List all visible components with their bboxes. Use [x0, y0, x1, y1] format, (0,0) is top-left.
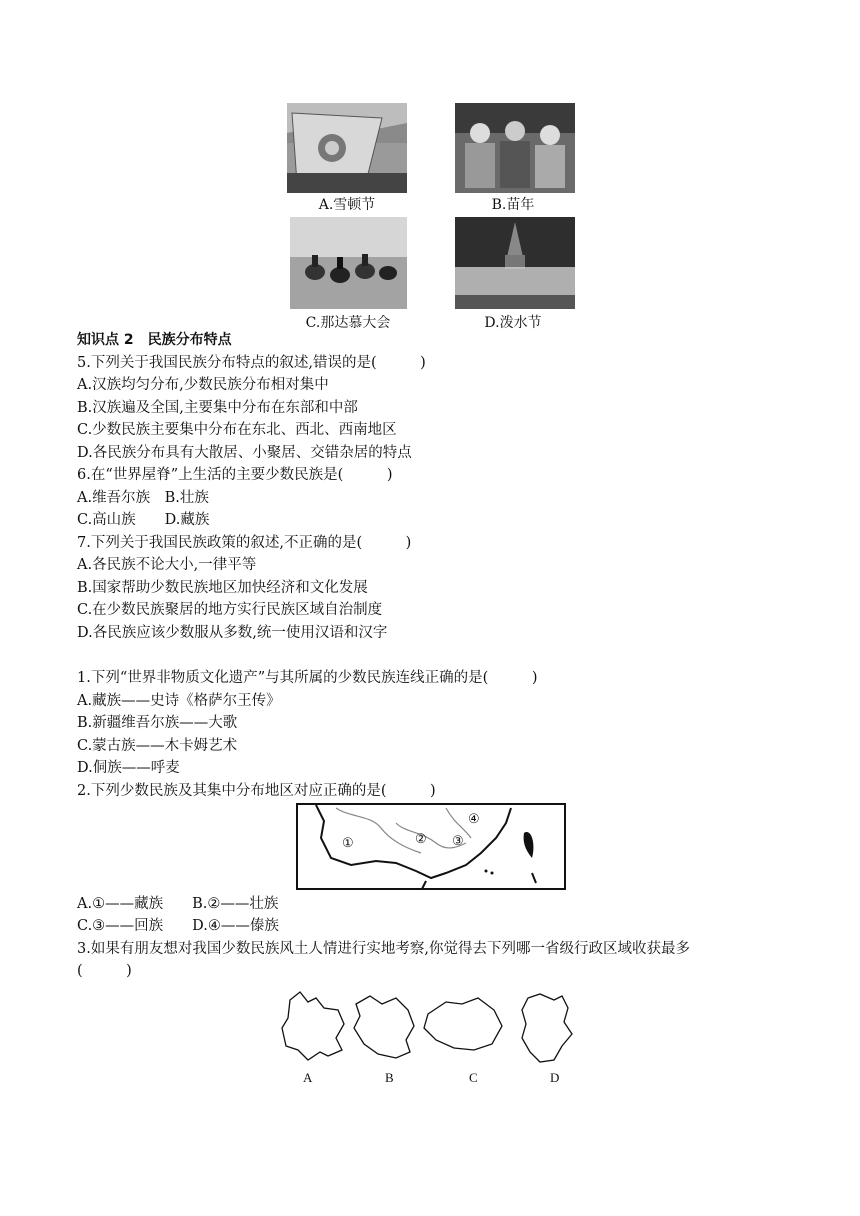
- question-2: 2.下列少数民族及其集中分布地区对应正确的是( ): [77, 783, 436, 799]
- photo-water-splashing-festival: [455, 217, 575, 309]
- map-region-2-label: ②: [415, 831, 427, 846]
- q5-option-a: A.汉族均匀分布,少数民族分布相对集中: [77, 377, 329, 393]
- q5-option-c: C.少数民族主要集中分布在东北、西北、西南地区: [77, 422, 397, 438]
- province-label-d: D: [550, 1070, 560, 1085]
- q1-option-c: C.蒙古族——木卡姆艺术: [77, 738, 238, 754]
- q1-option-b: B.新疆维吾尔族——大歌: [77, 715, 238, 731]
- photo-miao-new-year: [455, 103, 575, 193]
- region-map: [296, 803, 566, 890]
- photo-caption-a: A.雪顿节: [318, 197, 376, 213]
- q1-option-d: D.侗族——呼麦: [77, 760, 180, 776]
- province-label-c: C: [469, 1070, 478, 1085]
- q1-option-a: A.藏族——史诗《格萨尔王传》: [77, 693, 281, 709]
- section-title: 知识点 2 民族分布特点: [77, 332, 232, 348]
- q2-options-ab: A.①——藏族 B.②——壮族: [77, 896, 279, 912]
- q7-option-d: D.各民族应该少数服从多数,统一使用汉语和汉字: [77, 625, 388, 641]
- photo-caption-c: C.那达慕大会: [305, 315, 391, 331]
- q7-option-b: B.国家帮助少数民族地区加快经济和文化发展: [77, 580, 368, 596]
- photo-naadam-fair: [290, 217, 407, 309]
- question-5: 5.下列关于我国民族分布特点的叙述,错误的是( ): [77, 355, 426, 371]
- question-6: 6.在“世界屋脊”上生活的主要少数民族是( ): [77, 467, 393, 483]
- q7-option-c: C.在少数民族聚居的地方实行民族区域自治制度: [77, 602, 383, 618]
- q5-option-d: D.各民族分布具有大散居、小聚居、交错杂居的特点: [77, 445, 412, 461]
- map-region-3-label: ③: [452, 833, 464, 848]
- province-label-a: A: [303, 1070, 313, 1085]
- q6-options-cd: C.高山族 D.藏族: [77, 512, 210, 528]
- question-3-bracket: ( ): [77, 963, 132, 979]
- q7-option-a: A.各民族不论大小,一律平等: [77, 557, 257, 573]
- q5-option-b: B.汉族遍及全国,主要集中分布在东部和中部: [77, 400, 358, 416]
- q2-options-cd: C.③——回族 D.④——傣族: [77, 918, 279, 934]
- photo-xuedun-festival: [287, 103, 407, 193]
- province-outlines: [278, 988, 588, 1088]
- q6-options-ab: A.维吾尔族 B.壮族: [77, 490, 209, 506]
- province-label-b: B: [385, 1070, 394, 1085]
- question-1: 1.下列“世界非物质文化遗产”与其所属的少数民族连线正确的是( ): [77, 670, 538, 686]
- question-3: 3.如果有朋友想对我国少数民族风土人情进行实地考察,你觉得去下列哪一省级行政区域收获最多: [77, 941, 690, 957]
- map-region-4-label: ④: [468, 811, 480, 826]
- map-region-1-label: ①: [342, 835, 354, 850]
- photo-caption-d: D.泼水节: [484, 315, 542, 331]
- question-7: 7.下列关于我国民族政策的叙述,不正确的是( ): [77, 535, 412, 551]
- photo-caption-b: B.苗年: [491, 197, 535, 213]
